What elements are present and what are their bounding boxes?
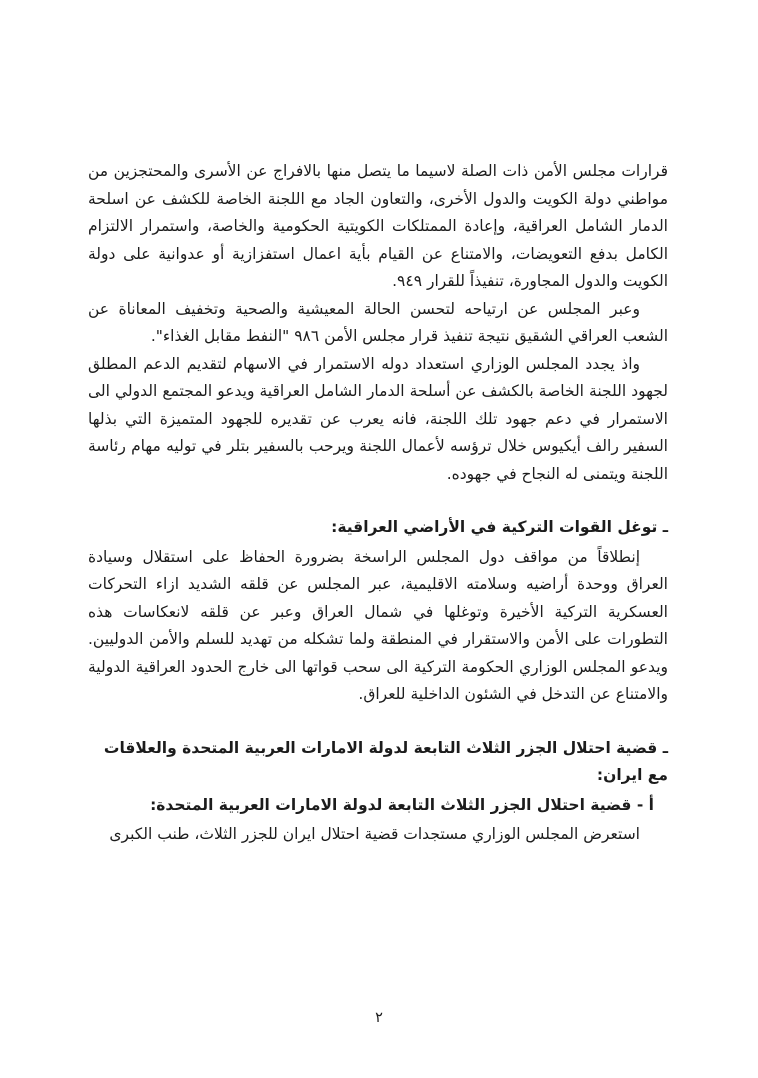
page-number: ٢ <box>375 1010 383 1026</box>
paragraph-unscom-support: واذ يجدد المجلس الوزاري استعداد دوله الاستمرار في الاسهام لتقديم الدعم المطلق لجهود اللجنة الخاصة بالكشف عن أسلحة الدمار الشامل العراقية ويدعو المجتمع الدولي الى الاستمرار في دعم جهود تلك اللجنة، فانه يعرب عن تقديره للجهود المتميزة التي بذلها السفير رالف أيكيوس خلال ترؤسه لأعمال اللجنة ويرحب بالسفير بتلر في توليه مهام رئاسة اللجنة ويتمنى له النجاح في جهوده. <box>88 354 668 483</box>
paragraph-oil-for-food: وعبر المجلس عن ارتياحه لتحسن الحالة المعيشية والصحية وتخفيف المعاناة عن الشعب العراقي الشقيق نتيجة تنفيذ قرار مجلس الأمن ٩٨٦ "النفط مقابل الغذاء". <box>88 299 668 345</box>
paragraph-islands-review: استعرض المجلس الوزاري مستجدات قضية احتلال ايران للجزر الثلاث، طنب الكبرى <box>109 825 640 843</box>
paragraph-turkish-incursion: إنطلاقاً من مواقف دول المجلس الراسخة بضرورة الحفاظ على استقلال وسيادة العراق ووحدة أراضيه وسلامته الاقليمية، عبر المجلس عن قلقه الشديد ازاء التحركات العسكرية التركية الأخيرة وتوغلها في شمال العراق وعبر عن قلقه لانعكاسات هذه التطورات على الأمن والاستقرار في المنطقة ولما تشكله من تهديد للسلم والأمن الدوليين. ويدعو المجلس الوزاري الحكومة التركية الى سحب قواتها الى خارج الحدود العراقية الدولية والامتناع عن التدخل في الشئون الداخلية للعراق. <box>88 547 668 703</box>
heading-three-islands-relations-iran: ـ قضية احتلال الجزر الثلاث التابعة لدولة الامارات العربية المتحدة والعلاقات مع ايران: <box>103 738 668 784</box>
subheading-three-islands-occupation: أ - قضية احتلال الجزر الثلاث التابعة لدولة الامارات العربية المتحدة: <box>150 795 654 814</box>
document-body <box>88 158 668 849</box>
paragraph-security-council-resolutions: قرارات مجلس الأمن ذات الصلة لاسيما ما يتصل منها بالافراج عن الأسرى والمحتجزين من مواطني دولة الكويت والدول الأخرى، والتعاون الجاد مع اللجنة الخاصة للكشف عن اسلحة الدمار الشامل العراقية، وإعادة الممتلكات الكويتية الحكومية والخاصة، واستمرار الالتزام الكامل بدفع التعويضات، والامتناع عن القيام بأية اعمال استفزازية أو عدوانية على دولة الكويت والدول المجاورة، تنفيذاً للقرار ٩٤٩. <box>88 162 668 290</box>
heading-turkish-incursion: ـ توغل القوات التركية في الأراضي العراقية: <box>331 518 668 536</box>
